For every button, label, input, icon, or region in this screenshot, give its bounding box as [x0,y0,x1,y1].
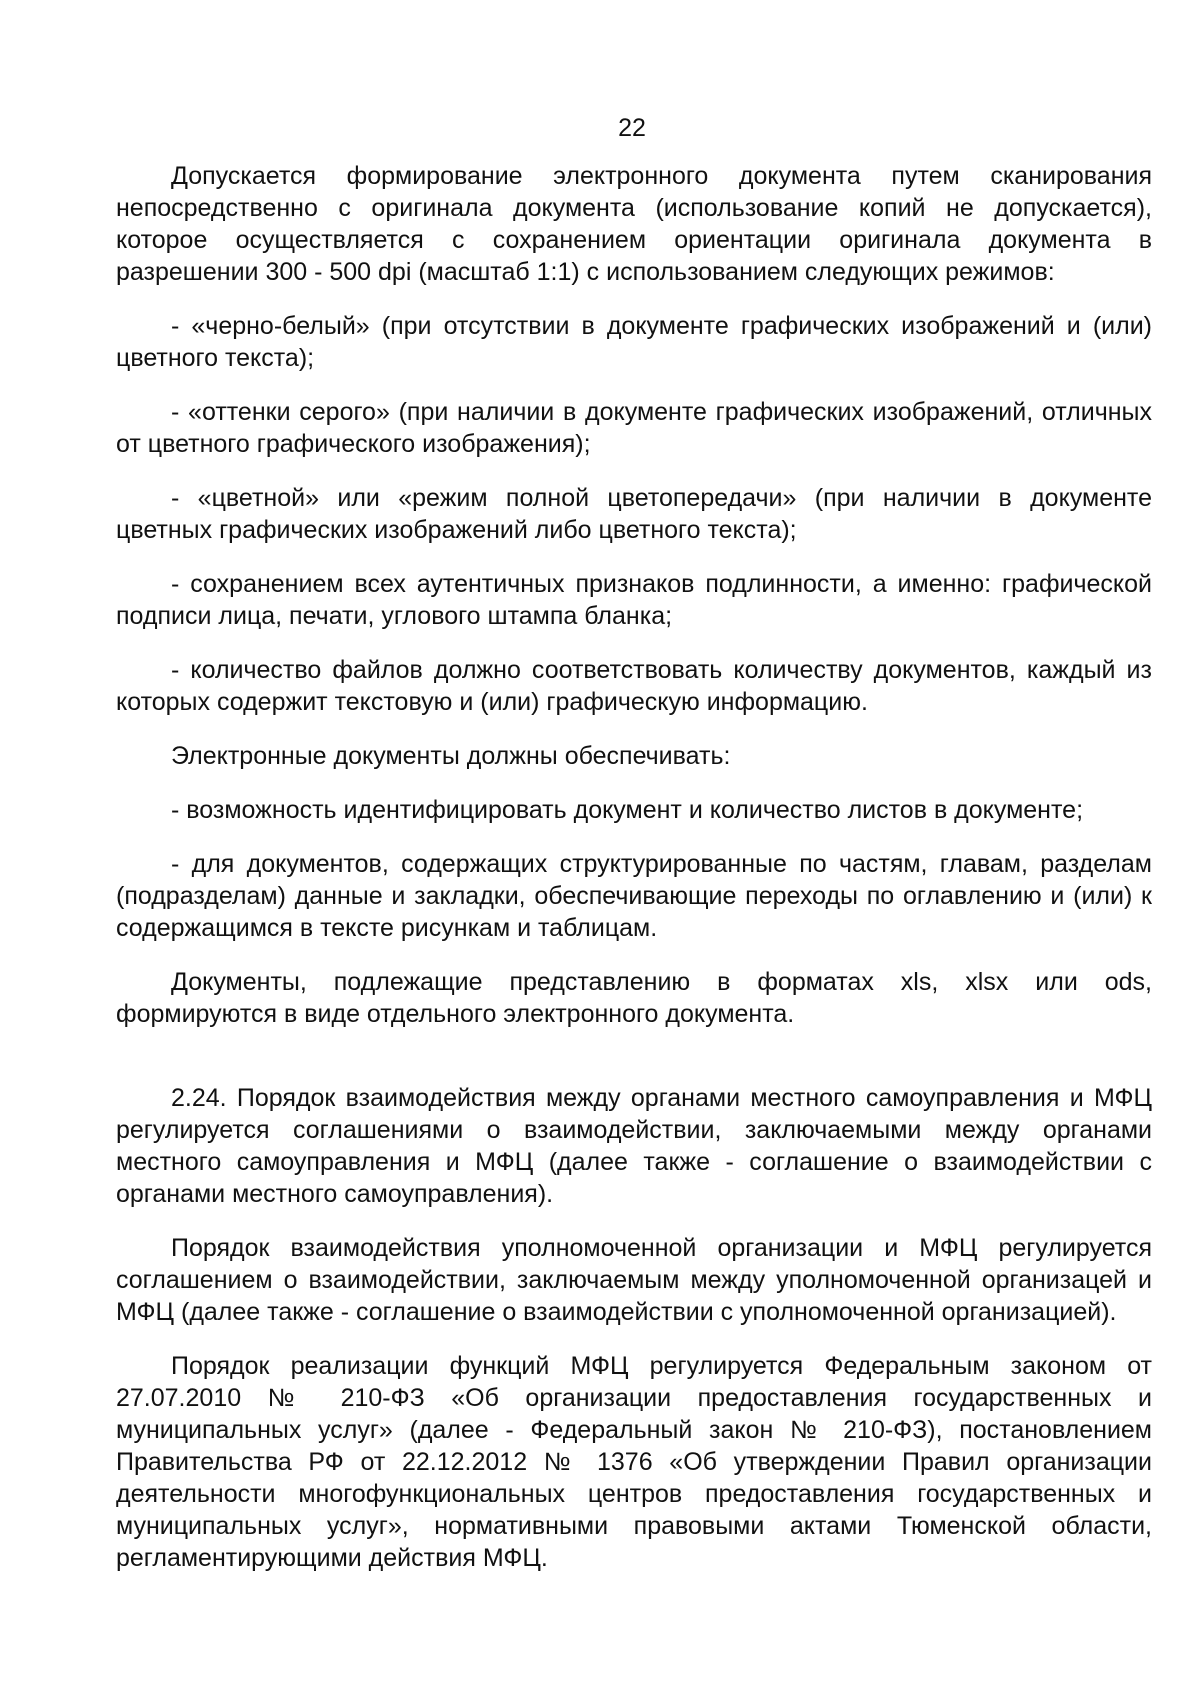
paragraph-mfc-functions: Порядок реализации функций МФЦ регулируется Федеральным законом от 27.07.2010 № 210-ФЗ «Об организации предоставления государственных и муниципальных услуг» (далее - Федеральный закон № 210-ФЗ), постановлением Правительства РФ от 22.12.2012 № 1376 «Об утверждении Правил организации деятельности многофункциональных центров предоставления государственных и муниципальных услуг», нормативными правовыми актами Тюменской области, регламентирующими действия МФЦ. [116,1352,1152,1572]
paragraph-scanning-rules: Допускается формирование электронного документа путем сканирования непосредственно с оригинала документа (использование копий не допускается), которое осуществляется с сохранением ориентации оригинала документа в разрешении 300 - 500 dpi (масштаб 1:1) с использованием следующих режимов: [116,162,1152,286]
paragraph-structured-docs: - для документов, содержащих структурированные по частям, главам, разделам (подразделам) данные и закладки, обеспечивающие переходы по оглавлению и (или) к содержащимся в тексте рисункам и таблицам. [116,850,1152,942]
paragraph-file-count: - количество файлов должно соответствовать количеству документов, каждый из которых содержит текстовую и (или) графическую информацию. [116,656,1152,716]
paragraph-mode-black-white: - «черно-белый» (при отсутствии в документе графических изображений и (или) цветного текста); [116,312,1152,372]
paragraph-electronic-docs-requirements: Электронные документы должны обеспечивать: [171,742,731,770]
page-number: 22 [618,114,646,142]
document-body [116,160,1152,1596]
paragraph-spreadsheet-formats: Документы, подлежащие представлению в форматах xls, xlsx или ods, формируются в виде отдельного электронного документа. [116,968,1152,1028]
paragraph-authenticity: - сохранением всех аутентичных признаков подлинности, а именно: графической подписи лица, печати, углового штампа бланка; [116,570,1152,630]
paragraph-mode-grayscale: - «оттенки серого» (при наличии в документе графических изображений, отличных от цветного графического изображения); [116,398,1152,458]
paragraph-identify-document: - возможность идентифицировать документ и количество листов в документе; [171,796,1084,824]
paragraph-authorized-organization: Порядок взаимодействия уполномоченной организации и МФЦ регулируется соглашением о взаимодействии, заключаемым между уполномоченной организацей и МФЦ (далее также - соглашение о взаимодействии с уполномоченной организацией). [116,1234,1152,1326]
paragraph-section-2-24: 2.24. Порядок взаимодействия между органами местного самоуправления и МФЦ регулируется соглашениями о взаимодействии, заключаемыми между органами местного самоуправления и МФЦ (далее также - соглашение о взаимодействии с органами местного самоуправления). [116,1084,1152,1208]
paragraph-mode-color: - «цветной» или «режим полной цветопередачи» (при наличии в документе цветных графических изображений либо цветного текста); [116,484,1152,544]
